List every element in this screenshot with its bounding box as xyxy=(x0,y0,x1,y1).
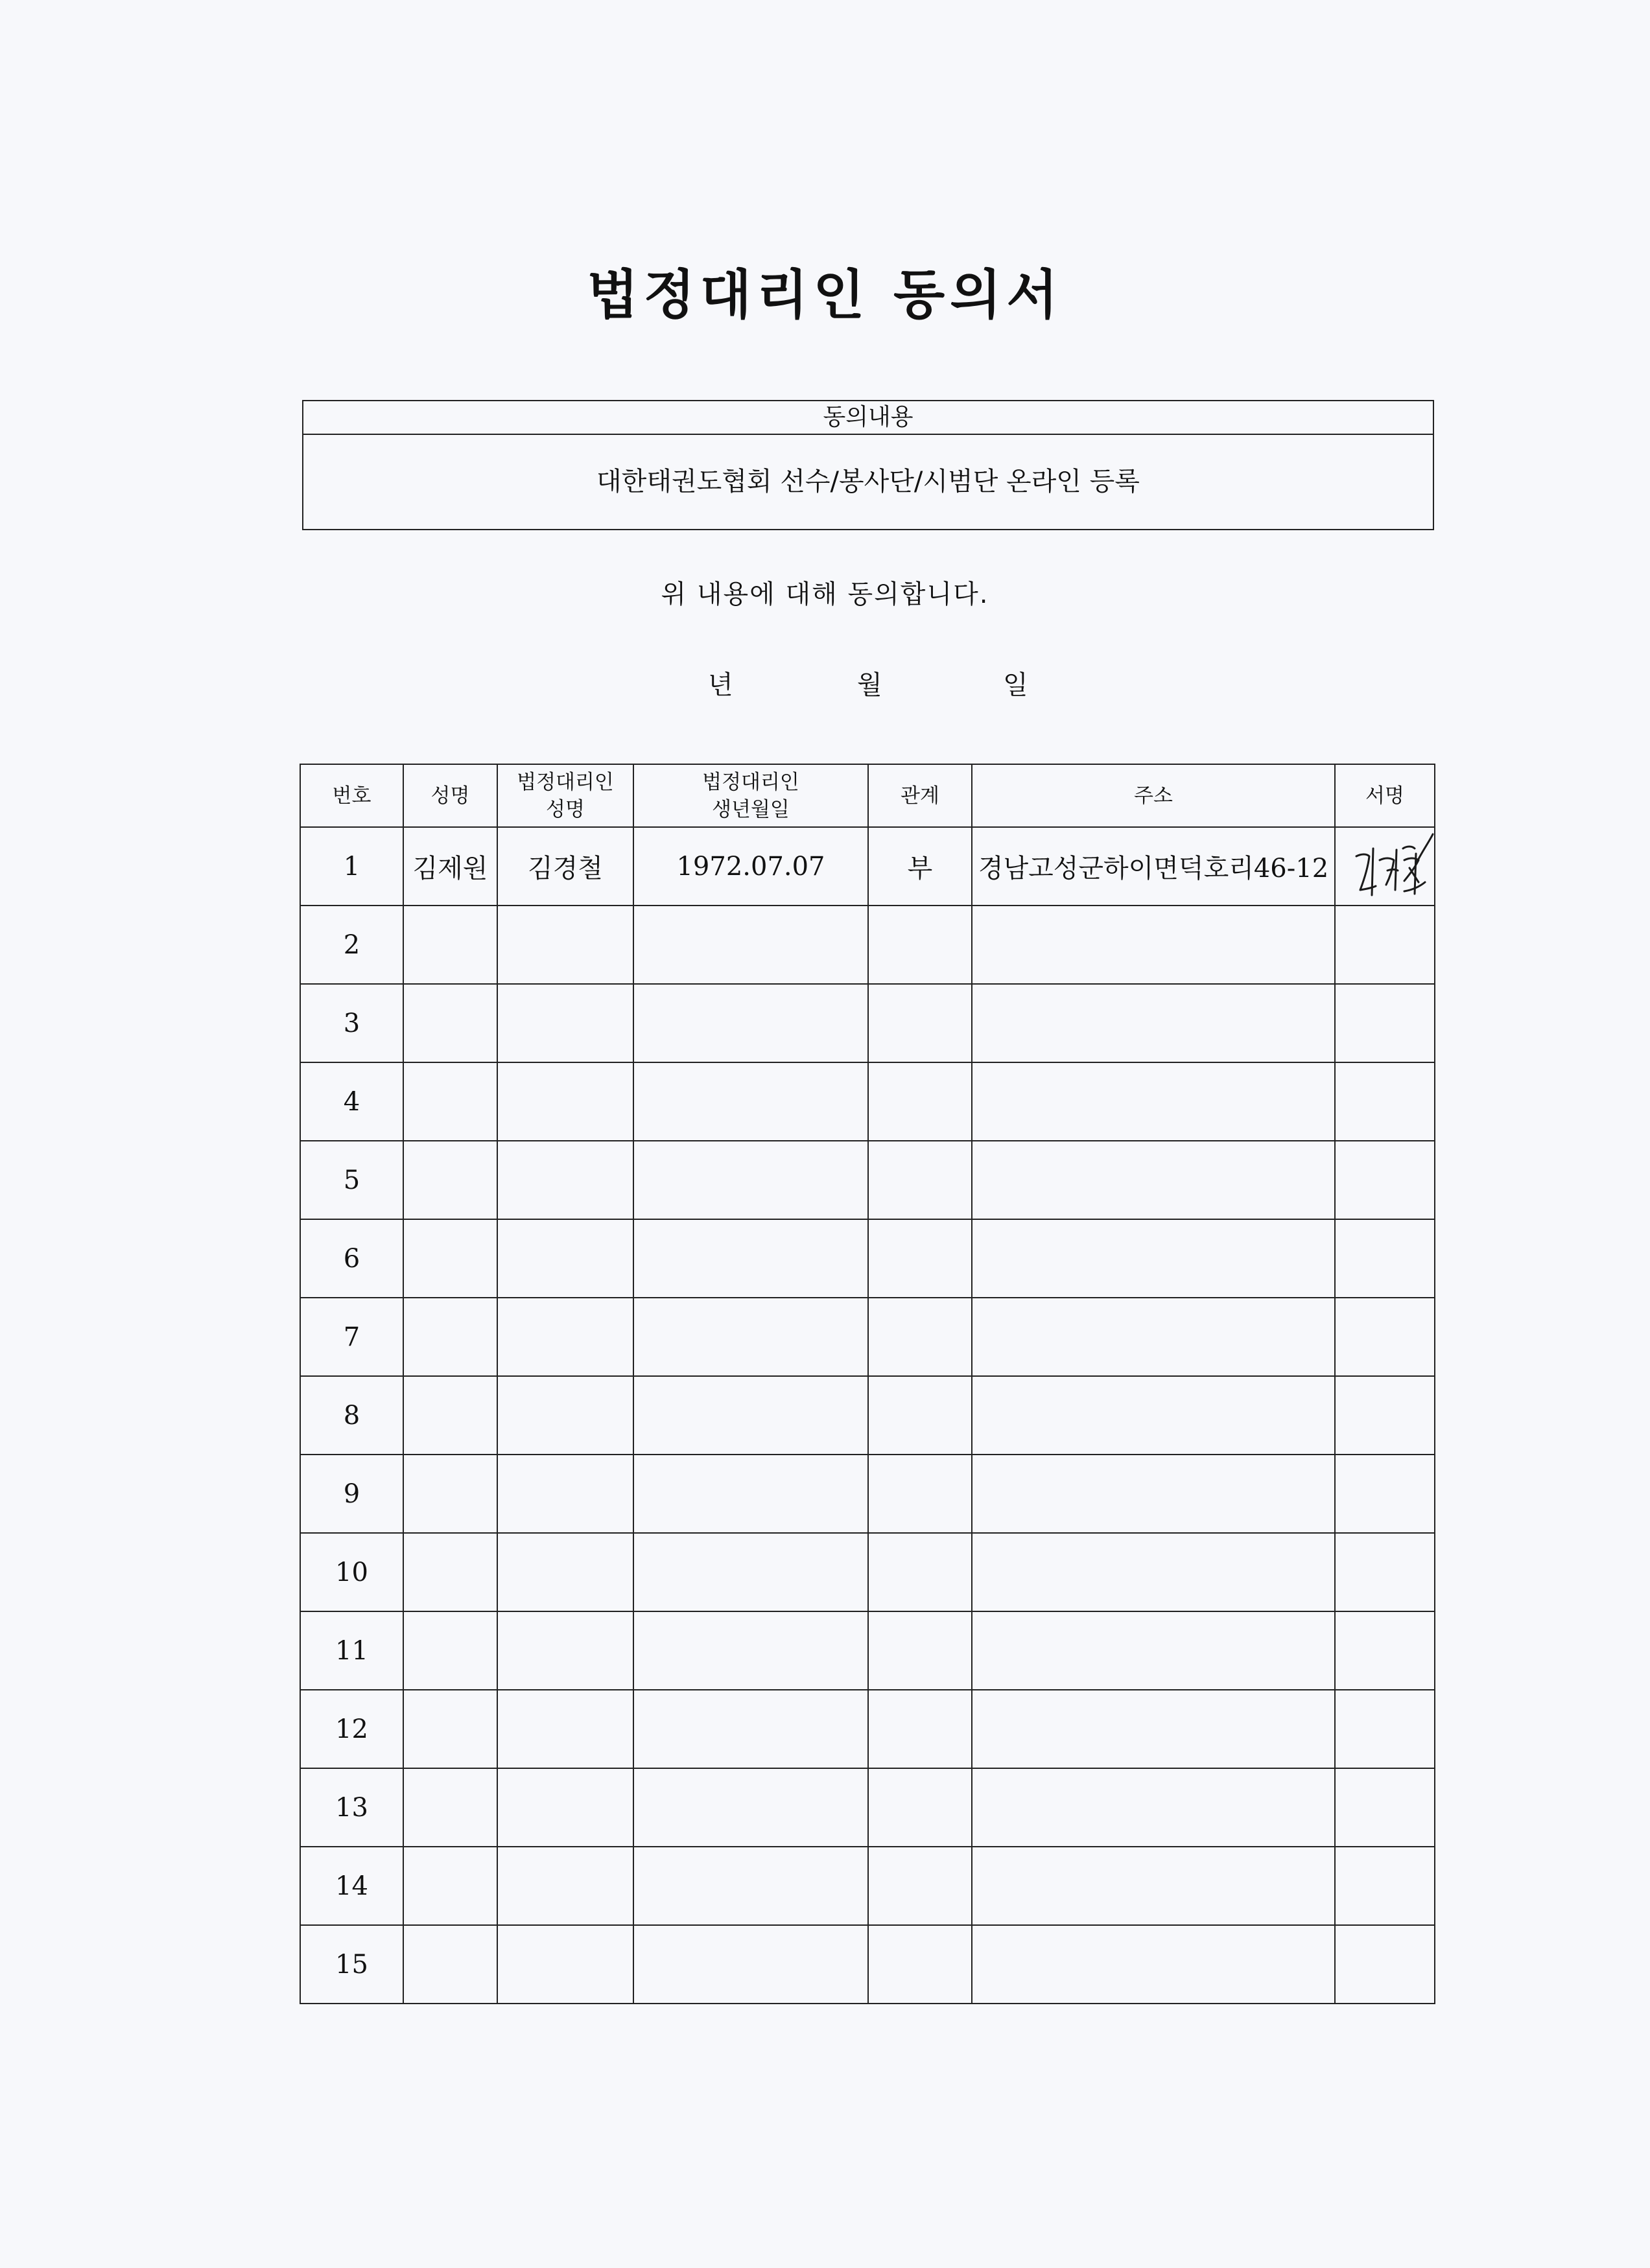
consent-header: 동의내용 xyxy=(303,401,1433,435)
cell-rep-birth xyxy=(633,1533,868,1611)
cell-no: 13 xyxy=(300,1768,403,1847)
cell-address xyxy=(972,1376,1335,1455)
table-row xyxy=(300,1925,1435,2004)
cell-rep-birth xyxy=(633,906,868,984)
date-year-label: 년 xyxy=(708,670,733,700)
cell-rep-birth xyxy=(633,1141,868,1219)
cell-rep-birth xyxy=(633,1925,868,2004)
cell-no: 2 xyxy=(300,906,403,984)
cell-name xyxy=(403,1847,497,1925)
cell-rep-name xyxy=(497,1925,633,2004)
table-row xyxy=(300,1768,1435,1847)
cell-no: 15 xyxy=(300,1925,403,2004)
cell-signature xyxy=(1335,1219,1435,1298)
cell-rep-birth: 1972.07.07 xyxy=(633,827,868,906)
representative-table xyxy=(300,764,1435,2004)
cell-rep-name xyxy=(497,1455,633,1533)
cell-relation xyxy=(868,1455,972,1533)
cell-address xyxy=(972,1062,1335,1141)
cell-name xyxy=(403,1611,497,1690)
table-row xyxy=(300,1611,1435,1690)
cell-signature xyxy=(1335,827,1435,906)
cell-relation xyxy=(868,1062,972,1141)
cell-address xyxy=(972,1298,1335,1376)
cell-address xyxy=(972,1219,1335,1298)
table-row xyxy=(300,1298,1435,1376)
consent-body: 대한태권도협회 선수/봉사단/시범단 온라인 등록 xyxy=(596,467,1140,497)
table-row xyxy=(300,984,1435,1062)
cell-signature xyxy=(1335,1062,1435,1141)
cell-name xyxy=(403,1533,497,1611)
cell-signature xyxy=(1335,1611,1435,1690)
cell-no: 12 xyxy=(300,1690,403,1768)
date-day-label: 일 xyxy=(1003,670,1028,700)
cell-rep-name xyxy=(497,1690,633,1768)
cell-name xyxy=(403,1376,497,1455)
cell-relation xyxy=(868,906,972,984)
cell-no: 6 xyxy=(300,1219,403,1298)
cell-signature xyxy=(1335,984,1435,1062)
cell-signature xyxy=(1335,906,1435,984)
cell-name xyxy=(403,1925,497,2004)
cell-signature xyxy=(1335,1141,1435,1219)
cell-signature xyxy=(1335,1847,1435,1925)
cell-rep-name xyxy=(497,1768,633,1847)
cell-rep-birth xyxy=(633,1455,868,1533)
cell-address: 경남고성군하이면덕호리46-12 xyxy=(972,827,1335,906)
cell-name xyxy=(403,906,497,984)
document-title: 법정대리인 동의서 xyxy=(587,264,1063,326)
cell-relation xyxy=(868,1376,972,1455)
table-row xyxy=(300,906,1435,984)
cell-name: 김제원 xyxy=(403,827,497,906)
table-row xyxy=(300,1455,1435,1533)
cell-rep-name xyxy=(497,1533,633,1611)
cell-rep-name: 김경철 xyxy=(497,827,633,906)
cell-signature xyxy=(1335,1925,1435,2004)
cell-name xyxy=(403,1298,497,1376)
cell-name xyxy=(403,1141,497,1219)
cell-relation xyxy=(868,1847,972,1925)
cell-no: 11 xyxy=(300,1611,403,1690)
cell-rep-name xyxy=(497,1298,633,1376)
header-relation: 관계 xyxy=(868,764,972,827)
header-signature: 서명 xyxy=(1335,764,1435,827)
header-rep-birth-line1: 법정대리인 xyxy=(702,770,799,794)
header-address: 주소 xyxy=(972,764,1335,827)
cell-relation xyxy=(868,1611,972,1690)
cell-relation xyxy=(868,1219,972,1298)
agreement-statement: 위 내용에 대해 동의합니다. xyxy=(661,579,989,609)
cell-signature xyxy=(1335,1690,1435,1768)
table-row xyxy=(300,1376,1435,1455)
cell-no: 4 xyxy=(300,1062,403,1141)
cell-name xyxy=(403,1690,497,1768)
cell-address xyxy=(972,1611,1335,1690)
cell-address xyxy=(972,1141,1335,1219)
header-rep-name xyxy=(497,764,633,827)
cell-rep-name xyxy=(497,906,633,984)
cell-rep-name xyxy=(497,984,633,1062)
cell-relation xyxy=(868,1141,972,1219)
cell-no: 10 xyxy=(300,1533,403,1611)
cell-address xyxy=(972,1690,1335,1768)
header-rep-birth-line2: 생년월일 xyxy=(712,797,790,821)
date-month-label: 월 xyxy=(857,670,882,700)
cell-relation xyxy=(868,1533,972,1611)
cell-relation xyxy=(868,1298,972,1376)
table-row xyxy=(300,1219,1435,1298)
cell-address xyxy=(972,1847,1335,1925)
cell-signature xyxy=(1335,1768,1435,1847)
cell-address xyxy=(972,1925,1335,2004)
cell-rep-name xyxy=(497,1062,633,1141)
cell-rep-name xyxy=(497,1219,633,1298)
cell-rep-birth xyxy=(633,1219,868,1298)
cell-address xyxy=(972,906,1335,984)
table-row xyxy=(300,1533,1435,1611)
cell-name xyxy=(403,984,497,1062)
table-row xyxy=(300,1690,1435,1768)
cell-rep-birth xyxy=(633,1376,868,1455)
cell-no: 5 xyxy=(300,1141,403,1219)
cell-relation xyxy=(868,984,972,1062)
cell-rep-name xyxy=(497,1376,633,1455)
handwritten-signature xyxy=(1342,823,1436,907)
cell-signature xyxy=(1335,1533,1435,1611)
cell-rep-birth xyxy=(633,984,868,1062)
cell-rep-birth xyxy=(633,1611,868,1690)
cell-no: 9 xyxy=(300,1455,403,1533)
cell-rep-name xyxy=(497,1847,633,1925)
cell-signature xyxy=(1335,1298,1435,1376)
cell-no: 1 xyxy=(300,827,403,906)
cell-name xyxy=(403,1768,497,1847)
table-row xyxy=(300,827,1435,906)
cell-no: 8 xyxy=(300,1376,403,1455)
cell-no: 3 xyxy=(300,984,403,1062)
cell-address xyxy=(972,1533,1335,1611)
cell-rep-birth xyxy=(633,1847,868,1925)
cell-rep-name xyxy=(497,1611,633,1690)
cell-no: 14 xyxy=(300,1847,403,1925)
table-header-row xyxy=(300,764,1435,827)
cell-address xyxy=(972,984,1335,1062)
header-rep-name-line2: 성명 xyxy=(546,797,585,821)
header-rep-name-line1: 법정대리인 xyxy=(517,770,614,794)
cell-no: 7 xyxy=(300,1298,403,1376)
cell-relation xyxy=(868,1768,972,1847)
cell-relation xyxy=(868,1690,972,1768)
cell-address xyxy=(972,1768,1335,1847)
cell-rep-name xyxy=(497,1141,633,1219)
header-name: 성명 xyxy=(403,764,497,827)
cell-rep-birth xyxy=(633,1690,868,1768)
table-row xyxy=(300,1062,1435,1141)
cell-signature xyxy=(1335,1376,1435,1455)
cell-address xyxy=(972,1455,1335,1533)
cell-name xyxy=(403,1455,497,1533)
cell-relation: 부 xyxy=(868,827,972,906)
cell-relation xyxy=(868,1925,972,2004)
table-row xyxy=(300,1141,1435,1219)
cell-name xyxy=(403,1219,497,1298)
cell-name xyxy=(403,1062,497,1141)
cell-rep-birth xyxy=(633,1298,868,1376)
cell-rep-birth xyxy=(633,1062,868,1141)
cell-signature xyxy=(1335,1455,1435,1533)
header-rep-birth xyxy=(633,764,868,827)
header-no: 번호 xyxy=(300,764,403,827)
table-row xyxy=(300,1847,1435,1925)
consent-box xyxy=(302,400,1434,530)
cell-rep-birth xyxy=(633,1768,868,1847)
